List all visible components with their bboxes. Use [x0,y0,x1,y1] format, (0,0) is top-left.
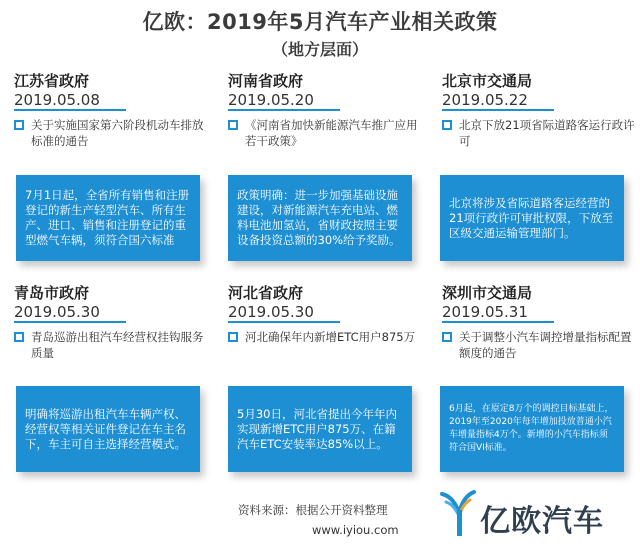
square-bullet-icon [14,332,24,342]
policy-title [14,329,210,369]
policy-detail-text: 5月30日，河北省提出今年年内实现新增ETC用户875万、在籍汽车ETC安装率达85%以上。 [237,406,397,451]
policy-title-text: 河北确保年内新增ETC用户875万 [245,330,416,344]
square-bullet-icon [228,120,238,130]
policy-title [442,117,638,157]
policy-card-beijing [442,70,638,240]
policy-detail-box [16,175,200,261]
policy-title-text: 《河南省加快新能源汽车推广应用若干政策》 [245,118,418,148]
policy-detail-text: 北京将涉及省际道路客运经营的21项行政许可审批权限，下放至区级交通运输管理部门。 [449,195,614,240]
policy-date: 2019.05.20 [228,91,340,111]
page-subtitle: （地方层面） [271,40,368,59]
policy-date: 2019.05.08 [14,91,126,111]
policy-detail-box [228,175,412,261]
policy-title [442,329,638,369]
policy-detail-box [440,175,624,261]
policy-date: 2019.05.30 [228,303,340,323]
iyiou-auto-logo [440,488,630,540]
policy-title-text: 北京下放21项省际道路客运行政许可 [459,118,635,148]
policy-title [228,117,424,157]
government-name: 北京市交通局 [442,72,533,90]
policy-detail-text: 明确将巡游出租汽车车辆产权、经营权等相关证件登记在车主名下，车主可自主选择经营模式。 [25,406,186,451]
government-name: 河北省政府 [228,284,304,302]
website-url: www.iyiou.com [312,523,399,537]
policy-title [14,117,210,157]
policy-title [228,329,424,369]
policy-title-text: 关于调整小汽车调控增量指标配置额度的通告 [459,330,632,360]
policy-card-jiangsu [14,70,210,247]
data-source-note: 资料来源：根据公开资料整理 [238,503,388,517]
square-bullet-icon [442,120,452,130]
page-title: 亿欧：2019年5月汽车产业相关政策 [142,10,498,34]
policy-card-hebei [228,282,424,451]
logo-text: 亿欧汽车 [480,504,604,539]
policy-card-qingdao [14,282,210,451]
policy-date: 2019.05.31 [442,303,554,323]
policy-detail-text: 政策明确：进一步加强基础设施建设，对新能源汽车充电站、燃料电池加氢站，省财政按照主要设备投资总额的30%给予奖励。 [237,188,401,247]
policy-card-henan [228,70,424,247]
policy-title-text: 青岛巡游出租汽车经营权挂钩服务质量 [31,330,204,360]
policy-detail-box [440,386,624,472]
government-name: 江苏省政府 [14,72,90,90]
policy-detail-box [228,386,412,472]
policy-card-shenzhen [442,282,638,453]
iyiou-logo-icon [440,488,480,540]
policy-detail-box [16,386,200,472]
square-bullet-icon [228,332,238,342]
government-name: 青岛市政府 [14,284,90,302]
government-name: 河南省政府 [228,72,304,90]
government-name: 深圳市交通局 [442,284,533,302]
policy-title-text: 关于实施国家第六阶段机动车排放标准的通告 [31,118,204,148]
policy-date: 2019.05.22 [442,91,554,111]
square-bullet-icon [14,120,24,130]
policy-detail-text: 7月1日起，全省所有销售和注册登记的新生产轻型汽车、所有生产、进口、销售和注册登记的重型燃气车辆，须符合国六标准 [25,188,190,247]
square-bullet-icon [442,332,452,342]
policy-detail-text: 6月起，在原定8万个的调控目标基础上，2019年至2020年每年增加投放普通小汽车增量指标4万个。新增的小汽车指标须符合国VI标准。 [449,404,614,453]
policy-date: 2019.05.30 [14,303,126,323]
